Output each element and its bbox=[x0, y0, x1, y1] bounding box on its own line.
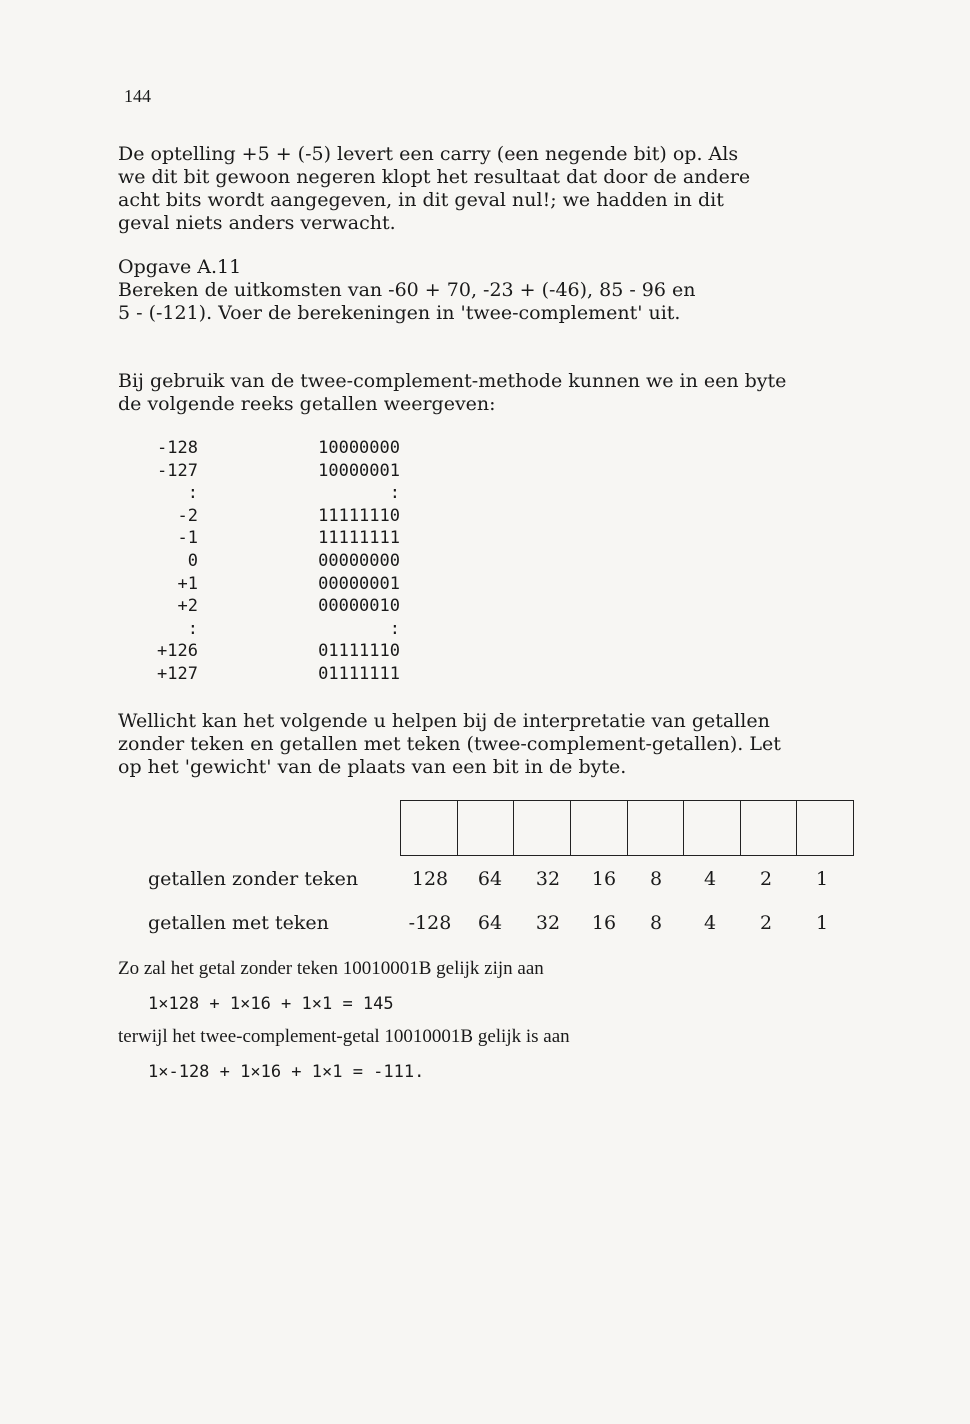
signed-weight-value: -128 bbox=[408, 912, 452, 934]
range-decimal-value: : bbox=[187, 619, 198, 639]
bit-cell bbox=[684, 801, 741, 855]
bit-cell bbox=[401, 801, 458, 855]
example-line-1: Zo zal het getal zonder teken 10010001B gelijk zijn aan bbox=[118, 958, 544, 979]
range-binary-value: 00000000 bbox=[318, 551, 400, 571]
range-binary-value: 00000001 bbox=[318, 574, 400, 594]
range-decimal-value: +1 bbox=[177, 574, 198, 594]
range-binary-value: 00000010 bbox=[318, 596, 400, 616]
example-formula-1: 1×128 + 1×16 + 1×1 = 145 bbox=[148, 994, 394, 1014]
text-line: 5 - (-121). Voer de berekeningen in 'twee-complement' uit. bbox=[118, 302, 681, 324]
signed-weight-value: 2 bbox=[759, 912, 773, 934]
example-formula-2: 1×-128 + 1×16 + 1×1 = -111. bbox=[148, 1062, 425, 1082]
range-decimal-value: -127 bbox=[157, 461, 198, 481]
bit-cell bbox=[797, 801, 853, 855]
range-decimal-value: : bbox=[187, 483, 198, 503]
signed-weight-value: 8 bbox=[649, 912, 663, 934]
range-decimal-value: -1 bbox=[177, 528, 198, 548]
range-intro-paragraph bbox=[118, 370, 786, 416]
range-binary-value: 10000000 bbox=[318, 438, 400, 458]
signed-weight-value: 16 bbox=[591, 912, 617, 934]
range-binary-value: 11111110 bbox=[318, 506, 400, 526]
range-binary-value: 11111111 bbox=[318, 528, 400, 548]
text-line: op het 'gewicht' van de plaats van een bit in de byte. bbox=[118, 756, 627, 778]
text-line: geval niets anders verwacht. bbox=[118, 212, 396, 234]
text-line: Bereken de uitkomsten van -60 + 70, -23 + (-46), 85 - 96 en bbox=[118, 279, 696, 301]
text-line: de volgende reeks getallen weergeven: bbox=[118, 393, 496, 415]
unsigned-weight-value: 16 bbox=[591, 868, 617, 890]
unsigned-weight-value: 4 bbox=[703, 868, 717, 890]
bit-cell bbox=[514, 801, 571, 855]
text-line: De optelling +5 + (-5) levert een carry (een negende bit) op. Als bbox=[118, 143, 739, 165]
weight-intro-paragraph bbox=[118, 710, 781, 779]
signed-weight-value: 32 bbox=[535, 912, 561, 934]
range-binary-value: 01111111 bbox=[318, 664, 400, 684]
exercise-block bbox=[118, 256, 696, 325]
bit-cell bbox=[741, 801, 798, 855]
range-decimal-value: 0 bbox=[187, 551, 198, 571]
bit-cell bbox=[458, 801, 515, 855]
byte-bit-boxes bbox=[400, 800, 854, 856]
signed-weight-value: 1 bbox=[815, 912, 829, 934]
unsigned-weight-value: 8 bbox=[649, 868, 663, 890]
text-line: acht bits wordt aangegeven, in dit geval nul!; we hadden in dit bbox=[118, 189, 724, 211]
unsigned-weight-value: 32 bbox=[535, 868, 561, 890]
range-decimal-value: +2 bbox=[177, 596, 198, 616]
intro-paragraph bbox=[118, 143, 750, 235]
example-line-2: terwijl het twee-complement-getal 10010001B gelijk is aan bbox=[118, 1026, 570, 1047]
bit-cell bbox=[628, 801, 685, 855]
range-binary-value: : bbox=[389, 483, 400, 503]
signed-weight-value: 4 bbox=[703, 912, 717, 934]
unsigned-weight-value: 128 bbox=[411, 868, 449, 890]
signed-label: getallen met teken bbox=[148, 912, 329, 934]
range-decimal-value: -2 bbox=[177, 506, 198, 526]
unsigned-weight-value: 1 bbox=[815, 868, 829, 890]
range-decimal-value: -128 bbox=[157, 438, 198, 458]
range-decimal-value: +127 bbox=[157, 664, 198, 684]
unsigned-label: getallen zonder teken bbox=[148, 868, 359, 890]
signed-weight-value: 64 bbox=[477, 912, 503, 934]
unsigned-weight-value: 64 bbox=[477, 868, 503, 890]
text-line: we dit bit gewoon negeren klopt het resultaat dat door de andere bbox=[118, 166, 751, 188]
unsigned-weight-value: 2 bbox=[759, 868, 773, 890]
exercise-title: Opgave A.11 bbox=[118, 256, 242, 278]
page-number: 144 bbox=[124, 86, 151, 106]
text-line: zonder teken en getallen met teken (twee-complement-getallen). Let bbox=[118, 733, 781, 755]
text-line: Wellicht kan het volgende u helpen bij de interpretatie van getallen bbox=[118, 710, 770, 732]
range-binary-value: 01111110 bbox=[318, 641, 400, 661]
text-line: Bij gebruik van de twee-complement-methode kunnen we in een byte bbox=[118, 370, 787, 392]
range-binary-value: : bbox=[389, 619, 400, 639]
bit-cell bbox=[571, 801, 628, 855]
range-decimal-value: +126 bbox=[157, 641, 198, 661]
range-binary-value: 10000001 bbox=[318, 461, 400, 481]
